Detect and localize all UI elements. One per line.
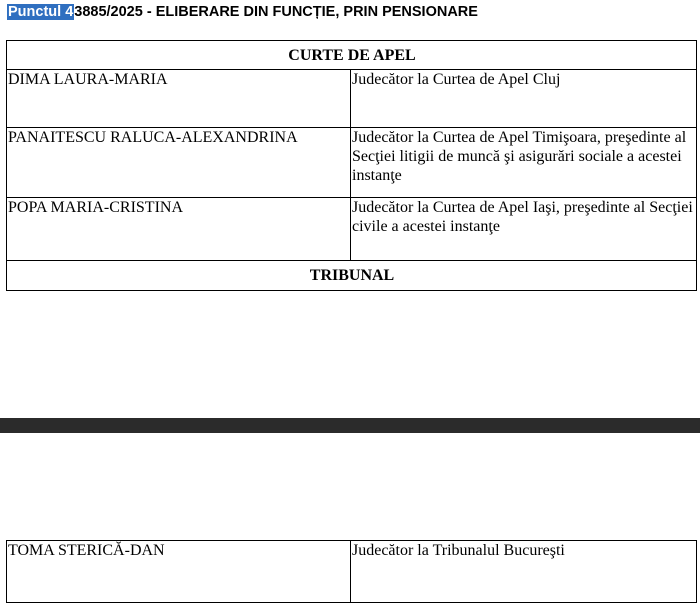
person-name: DIMA LAURA-MARIA	[7, 70, 351, 128]
person-name: TOMA STERICĂ-DAN	[7, 541, 351, 603]
appointments-table-page1	[6, 40, 697, 291]
highlighted-item-label: Punctul 4	[8, 4, 74, 20]
section-title-tribunal: TRIBUNAL	[7, 261, 697, 291]
item-heading	[7, 3, 478, 21]
page-separator	[0, 418, 700, 433]
table-row	[7, 128, 697, 198]
table-row	[7, 70, 697, 128]
person-position: Judecător la Curtea de Apel Iaşi, preşedinte al Secţiei civile a acestei instanţe	[351, 198, 697, 261]
person-name: POPA MARIA-CRISTINA	[7, 198, 351, 261]
appointments-table-page2	[6, 540, 697, 603]
table-row	[7, 541, 697, 603]
section-header-row	[7, 261, 697, 291]
person-position: Judecător la Curtea de Apel Timişoara, preşedinte al Secţiei litigii de muncă şi asigurări sociale a acestei instanţe	[351, 128, 697, 198]
section-title-curte-de-apel: CURTE DE APEL	[7, 41, 697, 70]
item-title: 3885/2025 - ELIBERARE DIN FUNCȚIE, PRIN PENSIONARE	[74, 4, 478, 20]
person-position: Judecător la Tribunalul Bucureşti	[351, 541, 697, 603]
person-position: Judecător la Curtea de Apel Cluj	[351, 70, 697, 128]
table-row	[7, 198, 697, 261]
section-header-row	[7, 41, 697, 70]
person-name: PANAITESCU RALUCA-ALEXANDRINA	[7, 128, 351, 198]
